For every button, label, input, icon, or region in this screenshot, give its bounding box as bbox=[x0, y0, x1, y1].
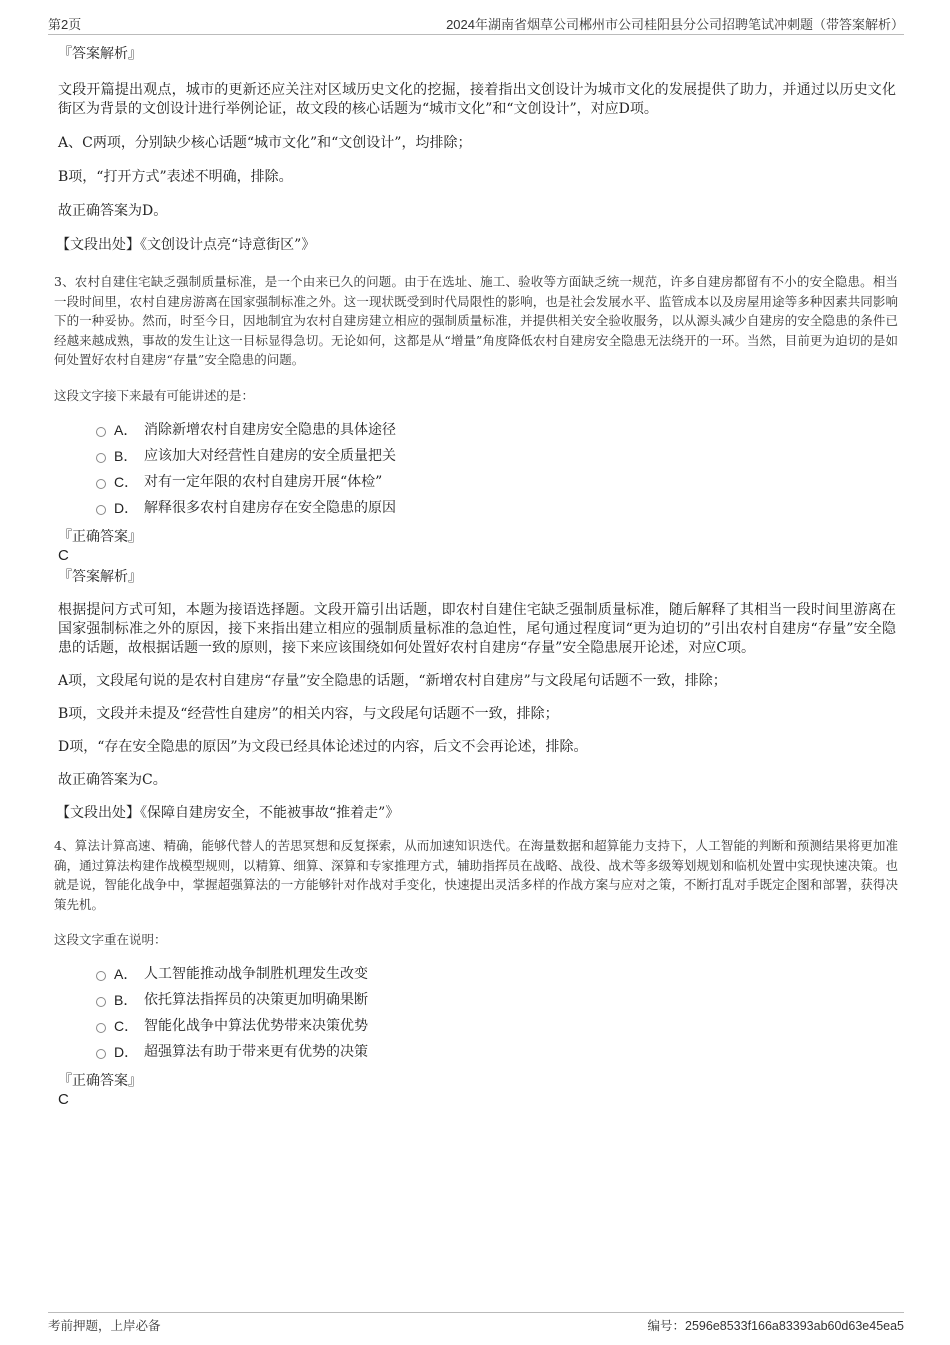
analysis-text: 文段开篇提出观点，城市的更新还应关注对区域历史文化的挖掘，接着指出文创设计为城市文化的发展提供了助力，并通过以历史文化街区为背景的文创设计进行举例论证，故文段的核心话题为“城市文化”和“文创设计”，对应D项。 bbox=[58, 82, 896, 117]
analysis-line: 故正确答案为D。 bbox=[58, 203, 168, 219]
analysis-line: 故正确答案为C。 bbox=[58, 771, 167, 788]
option-d[interactable]: D． 超强算法有助于带来更有优势的决策 bbox=[96, 1039, 896, 1065]
analysis-label: 『答案解析』 bbox=[58, 46, 142, 62]
analysis-line: B项，文段并未提及“经营性自建房”的相关内容，与文段尾句话题不一致，排除； bbox=[58, 705, 559, 722]
question-4-prompt: 这段文字重在说明： bbox=[54, 932, 167, 948]
option-a[interactable]: A． 人工智能推动战争制胜机理发生改变 bbox=[96, 961, 896, 987]
correct-answer: C bbox=[58, 546, 69, 564]
correct-answer-label: 『正确答案』 bbox=[58, 528, 142, 545]
radio-icon[interactable] bbox=[96, 479, 106, 489]
radio-icon[interactable] bbox=[96, 453, 106, 463]
page-header bbox=[48, 14, 904, 35]
radio-icon[interactable] bbox=[96, 1023, 106, 1033]
analysis-line: B项，“打开方式”表述不明确，排除。 bbox=[58, 169, 293, 185]
radio-icon[interactable] bbox=[96, 997, 106, 1007]
radio-icon[interactable] bbox=[96, 427, 106, 437]
footer-slogan: 考前押题，上岸必备 bbox=[48, 1318, 161, 1333]
question-3-text: 3、农村自建住宅缺乏强制质量标准，是一个由来已久的问题。由于在选址、施工、验收等方面缺乏统一规范，许多自建房都留有不小的安全隐患。相当一段时间里，农村自建房游离在国家强制标准之外。这一现状既受到时代局限性的影响，也是社会发展水平、监管成本以及房屋用途等多种因素共同影响下的一种妥协。然而，时至今日，因地制宜为农村自建房建立相应的强制质量标准，并提供相关安全验收服务，以从源头减少自建房的安全隐患的条件已经越来越成熟，事故的发生让这一目标显得急切。无论如何，这都是从“增量”角度降低农村自建房安全隐患无法绕开的一环。当然，目前更为迫切的是如何处置好农村自建房“存量”安全隐患的问题。 bbox=[54, 274, 898, 368]
analysis-line: A、C两项，分别缺少核心话题“城市文化”和“文创设计”，均排除； bbox=[58, 135, 472, 151]
document-id: 编号：2596e8533f166a83393ab60d63e45ea5 bbox=[647, 1319, 904, 1333]
question-3-prompt: 这段文字接下来最有可能讲述的是： bbox=[54, 387, 255, 403]
analysis-line: D项，“存在安全隐患的原因”为文段已经具体论述过的内容，后文不会再论述，排除。 bbox=[58, 738, 588, 755]
question-3-options bbox=[96, 417, 896, 521]
analysis-label: 『答案解析』 bbox=[58, 568, 142, 585]
page-footer bbox=[48, 1312, 904, 1333]
radio-icon[interactable] bbox=[96, 1049, 106, 1059]
correct-answer: C bbox=[58, 1091, 69, 1109]
option-b[interactable]: B． 依托算法指挥员的决策更加明确果断 bbox=[96, 987, 896, 1013]
passage-source: 【文段出处】《保障自建房安全，不能被事故“推着走”》 bbox=[56, 804, 400, 821]
analysis-text: 根据提问方式可知，本题为接语选择题。文段开篇引出话题，即农村自建住宅缺乏强制质量标准，随后解释了其相当一段时间里游离在国家强制标准之外的原因，接下来指出建立相应的强制质量标准的急迫性，尾句通过程度词“更为迫切的”引出农村自建房“存量”安全隐患的话题，故根据话题一致的原则，接下来应该围绕如何处置好农村自建房“存量”安全隐患展开论述，对应C项。 bbox=[58, 601, 896, 656]
option-b[interactable]: B． 应该加大对经营性自建房的安全质量把关 bbox=[96, 443, 896, 469]
analysis-line: A项，文段尾句说的是农村自建房“存量”安全隐患的话题，“新增农村自建房”与文段尾句话题不一致，排除； bbox=[58, 672, 727, 689]
passage-source: 【文段出处】《文创设计点亮“诗意街区”》 bbox=[56, 237, 316, 253]
option-c[interactable]: C． 智能化战争中算法优势带来决策优势 bbox=[96, 1013, 896, 1039]
document-title: 2024年湖南省烟草公司郴州市公司桂阳县分公司招聘笔试冲刺题（带答案解析） bbox=[446, 17, 904, 32]
radio-icon[interactable] bbox=[96, 971, 106, 981]
option-a[interactable]: A． 消除新增农村自建房安全隐患的具体途径 bbox=[96, 417, 896, 443]
question-4-options bbox=[96, 961, 896, 1065]
question-4-text: 4、算法计算高速、精确，能够代替人的苦思冥想和反复探索，从而加速知识迭代。在海量数据和超算能力支持下，人工智能的判断和预测结果将更加准确，通过算法构建作战模型规则，以精算、细算、深算和专家推理方式，辅助指挥员在战略、战役、战术等多级筹划规划和临机处置中实现快速决策。也就是说，智能化战争中，掌握超强算法的一方能够针对作战对手变化，快速提出灵活多样的作战方案与应对之策，不断打乱对手既定企图和部署，获得决策先机。 bbox=[54, 837, 898, 912]
option-d[interactable]: D． 解释很多农村自建房存在安全隐患的原因 bbox=[96, 495, 896, 521]
option-c[interactable]: C． 对有一定年限的农村自建房开展“体检” bbox=[96, 469, 896, 495]
correct-answer-label: 『正确答案』 bbox=[58, 1073, 142, 1090]
page-number: 第2页 bbox=[48, 17, 82, 32]
radio-icon[interactable] bbox=[96, 505, 106, 515]
page-content bbox=[56, 44, 896, 1109]
